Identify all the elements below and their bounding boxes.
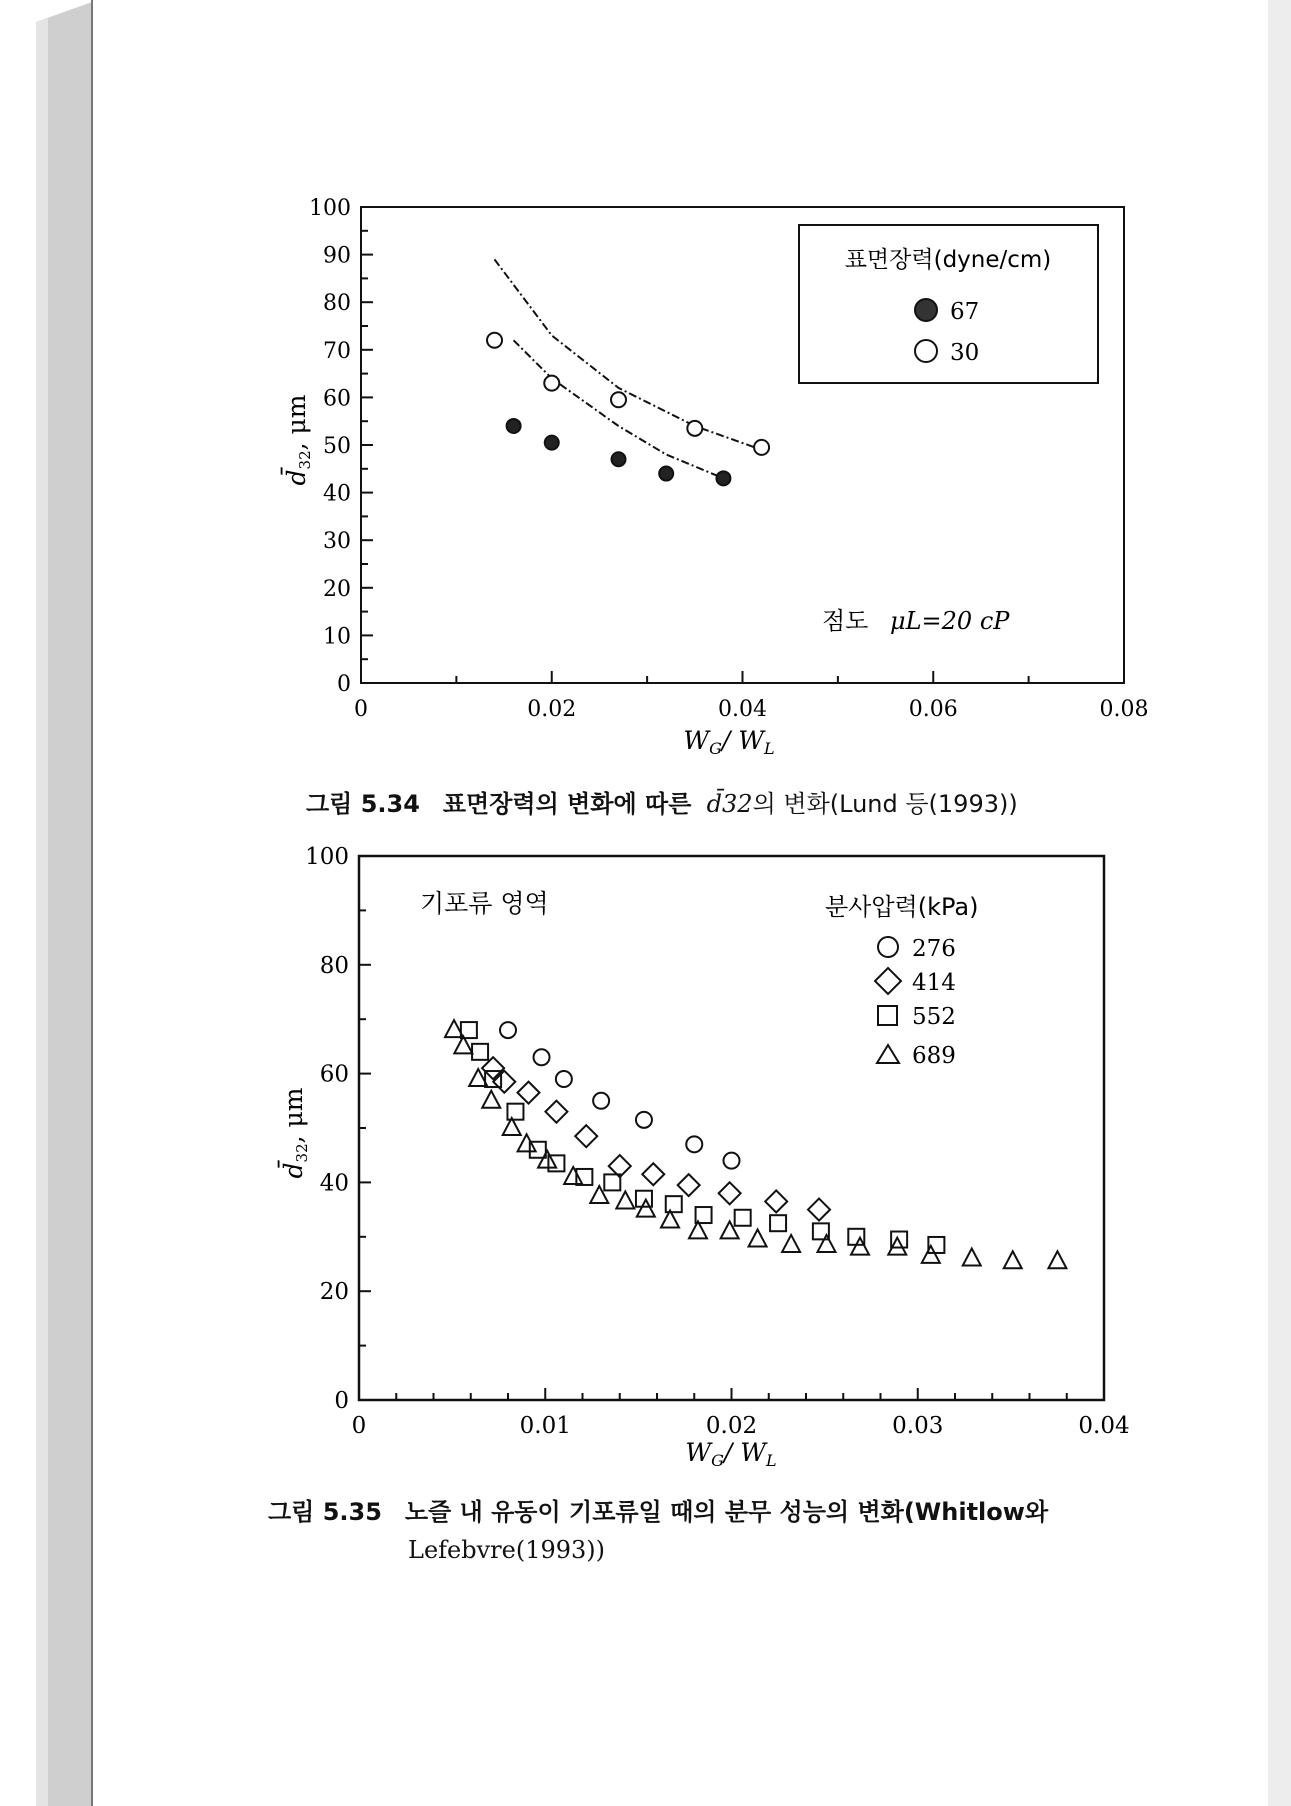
caption-text-b: 의 변화(Lund 등(1993)): [752, 790, 1018, 818]
y-tick-label: 70: [323, 338, 351, 364]
y-tick-label: 100: [305, 844, 349, 870]
y-tick-label: 100: [309, 196, 351, 221]
data-point-67: [612, 452, 626, 466]
data-point-689: [851, 1238, 869, 1255]
y-axis-ticks: [309, 196, 373, 697]
legend-label-276: 276: [912, 936, 956, 962]
y-tick-label: 80: [319, 952, 349, 979]
data-point-689: [1004, 1251, 1022, 1268]
y-tick-label: 50: [323, 434, 351, 459]
legend-marker-30: [915, 340, 937, 362]
data-point-67: [507, 419, 521, 433]
data-point-552: [472, 1044, 488, 1060]
y-tick-label: 10: [323, 624, 351, 650]
x-tick-label: 0.01: [519, 1413, 571, 1439]
x-tick-label: 0.03: [892, 1413, 944, 1439]
x-axis-ticks: [354, 671, 1148, 722]
data-point-414: [545, 1101, 567, 1123]
data-point-414: [493, 1071, 515, 1093]
right-page-shadow: [1268, 0, 1291, 1806]
x-axis-ticks: [352, 1388, 1130, 1439]
legend-marker-689: [877, 1045, 899, 1063]
data-point-689: [482, 1091, 500, 1108]
legend-title: 표면장력(dyne/cm): [844, 247, 1052, 273]
data-point-67: [545, 436, 559, 450]
x-tick-label: 0.02: [705, 1413, 758, 1439]
data-point-552: [604, 1174, 620, 1190]
data-point-414: [765, 1190, 787, 1212]
plot-frame: [359, 856, 1104, 1400]
x-tick-label: 0.06: [908, 697, 958, 722]
y-axis-ticks: [305, 844, 371, 1414]
legend-label-67: 67: [950, 299, 980, 325]
figure-5-34-chart: [282, 196, 1149, 758]
y-tick-label: 60: [323, 386, 351, 412]
data-point-276: [556, 1071, 572, 1087]
x-axis-label: $W_G/$ $W_L$: [683, 726, 775, 758]
legend-label-30: 30: [950, 340, 980, 366]
data-point-276: [724, 1153, 740, 1169]
data-point-67: [659, 467, 673, 481]
data-point-30: [611, 392, 626, 407]
data-point-30: [487, 333, 502, 348]
y-axis-label: $d̄_{32}$, μm: [279, 1087, 311, 1179]
data-point-276: [500, 1022, 516, 1038]
x-tick-label: 0.04: [1078, 1413, 1130, 1439]
data-point-689: [518, 1134, 536, 1151]
y-tick-label: 30: [323, 529, 351, 555]
y-tick-label: 80: [323, 291, 351, 317]
book-spine-shadow: [36, 18, 48, 1806]
data-point-414: [719, 1182, 741, 1204]
data-point-552: [770, 1215, 786, 1231]
data-point-414: [517, 1082, 539, 1104]
data-point-689: [963, 1249, 981, 1266]
y-tick-label: 20: [323, 576, 351, 602]
figure-5-35-chart: [279, 844, 1130, 1470]
caption-text-a: 노즐 내 유동이 기포류일 때의 분무 성능의 변화(Whitlow와: [404, 1498, 1049, 1526]
caption-fig-5-35: [268, 1493, 1048, 1569]
data-point-414: [642, 1163, 664, 1185]
data-point-689: [721, 1221, 739, 1238]
legend-label-552: 552: [912, 1004, 956, 1030]
caption-text-a: 표면장력의 변화에 따른: [442, 790, 692, 818]
legend-marker-276: [878, 937, 898, 957]
data-point-276: [593, 1093, 609, 1109]
fit-line: [495, 259, 762, 449]
y-tick-label: 60: [319, 1061, 349, 1088]
y-tick-label: 90: [323, 243, 351, 269]
data-point-30: [687, 421, 702, 436]
data-points: [445, 1020, 1066, 1268]
data-point-30: [544, 376, 559, 391]
data-point-67: [716, 471, 730, 485]
y-axis-label: $d̄_{32}$, μm: [282, 394, 314, 486]
fit-lines: [495, 259, 762, 478]
y-tick-label: 40: [319, 1170, 349, 1197]
data-point-689: [590, 1186, 608, 1203]
y-tick-label: 0: [337, 672, 351, 697]
data-point-689: [538, 1151, 556, 1168]
legend-label-414: 414: [912, 970, 956, 996]
viscosity-prefix: 점도: [822, 607, 869, 635]
legend-marker-552: [878, 1006, 897, 1025]
legend-marker-414: [875, 968, 901, 994]
y-tick-label: 40: [323, 481, 351, 507]
x-tick-label: 0.02: [527, 697, 577, 722]
caption-label: 그림 5.35: [268, 1498, 382, 1526]
data-point-552: [507, 1104, 523, 1120]
data-point-689: [749, 1230, 767, 1247]
data-point-276: [686, 1136, 702, 1152]
data-point-414: [678, 1174, 700, 1196]
x-tick-label: 0: [351, 1413, 367, 1439]
data-point-276: [534, 1049, 550, 1065]
y-tick-label: 20: [319, 1279, 349, 1306]
region-label: 기포류 영역: [420, 889, 549, 918]
data-point-689: [1048, 1251, 1066, 1268]
caption-symbol: d̄32: [706, 790, 753, 818]
viscosity-formula: μL=20 cP: [890, 607, 1010, 635]
data-point-552: [666, 1196, 682, 1212]
viscosity-annotation: [822, 607, 1010, 635]
data-point-414: [575, 1125, 597, 1147]
x-tick-label: 0.08: [1099, 697, 1149, 722]
x-axis-label: $W_G/$ $W_L$: [685, 1438, 777, 1470]
data-point-689: [922, 1246, 940, 1263]
data-point-689: [616, 1191, 634, 1208]
data-point-689: [817, 1235, 835, 1252]
data-point-689: [782, 1235, 800, 1252]
y-tick-label: 0: [334, 1388, 349, 1414]
legend-title: 분사압력(kPa): [825, 893, 979, 921]
data-point-552: [735, 1210, 751, 1226]
caption-text-b: Lefebvre(1993)): [408, 1536, 605, 1564]
x-tick-label: 0: [354, 697, 368, 722]
data-point-276: [636, 1112, 652, 1128]
caption-fig-5-34: [306, 784, 1018, 819]
caption-label: 그림 5.34: [306, 790, 420, 818]
x-tick-label: 0.04: [718, 697, 767, 722]
data-point-414: [808, 1199, 830, 1221]
data-point-30: [754, 440, 769, 455]
legend-label-689: 689: [912, 1043, 956, 1069]
legend-marker-67: [915, 299, 937, 321]
